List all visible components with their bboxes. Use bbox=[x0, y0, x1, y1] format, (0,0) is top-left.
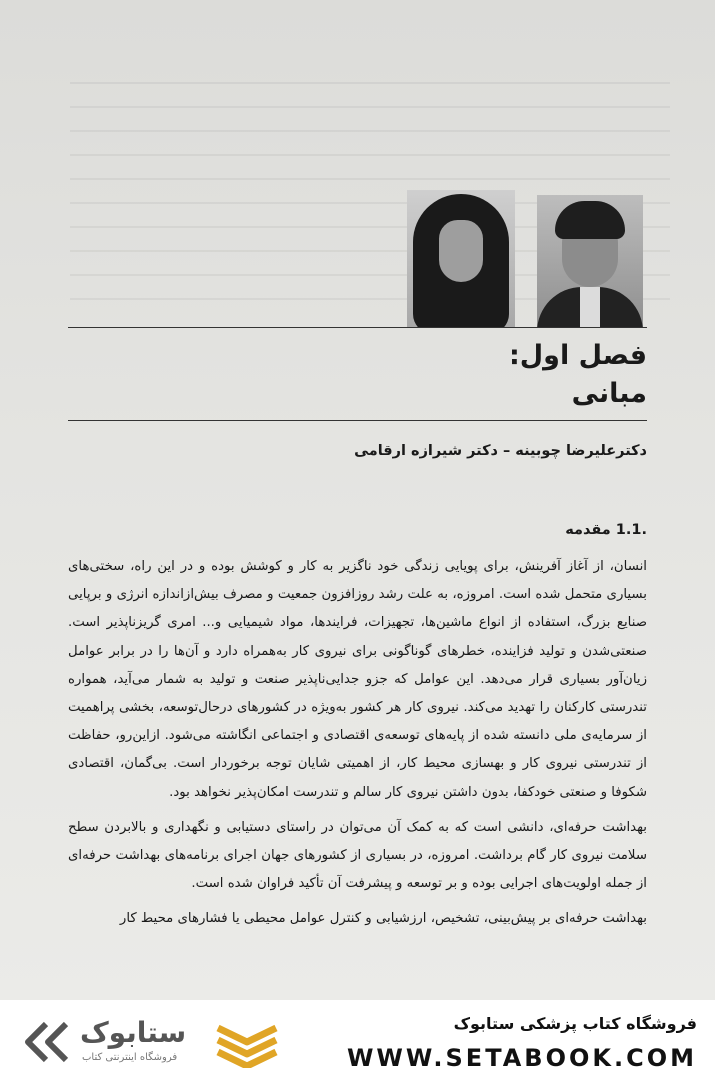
logo-tagline: فروشگاه اینترنتی کتاب bbox=[82, 1052, 178, 1063]
author-photo-male bbox=[537, 195, 643, 327]
shop-name: فروشگاه کتاب پزشکی ستابوک bbox=[453, 1014, 697, 1033]
chapter-subtitle: مبانی bbox=[571, 378, 647, 409]
chapter-authors: دکترعلیرضا چوبینه – دکتر شیرازه ارقامی bbox=[354, 443, 647, 459]
paragraph: بهداشت حرفه‌ای بر پیش‌بینی، تشخیص، ارزشیابی و کنترل عوامل محیطی یا فشارهای محیط کار bbox=[119, 911, 647, 927]
body-text bbox=[68, 553, 647, 941]
chapter-divider-bottom bbox=[68, 420, 647, 421]
chapter-divider-top bbox=[68, 327, 647, 328]
paragraph: انسان، از آغاز آفرینش، برای پویایی زندگی خود ناگزیر به کار و کوشش بوده و در این راه، سختی‌های بسیاری متحمل شده است. امروزه، به علت رشد روزافزون جمعیت و مصرف بیش‌ازاندازه انرژی و برپایی صنایع بزرگ، استفاده از انواع ماشین‌ها، تجهیزات، فرایندها، مواد شیمیایی و... امری گریزناپذیر است. صنعتی‌شدن و تولید فزاینده، خطرهای گوناگونی برای نیروی کار به‌همراه دارد و آن‌ها را در برابر عوامل زیان‌آور بسیاری قرار می‌دهد. این عوامل که جزو جدایی‌ناپذیر صنعت و تولید به شمار می‌آید، همواره تندرستی کارکنان را تهدید می‌کند. نیروی کار هر کشور به‌ویژه در کشورهای درحال‌توسعه، بخشی پراهمیت از سرمایه‌ی ملی دانسته شده از پایه‌های توسعه‌ی اقتصادی و اجتماعی انگاشته می‌شود. ازاین‌رو، حفاظت از تندرستی نیروی کار و بهسازی محیط کار، از اهمیتی شایان توجه برخوردار است. بی‌گمان، اقتصادی شکوفا و صنعتی خودکفا، بدون داشتن نیروی کار سالم و تندرست امکان‌پذیر نخواهد بود. bbox=[68, 559, 647, 800]
author-photo-female bbox=[407, 190, 515, 327]
shop-url-link[interactable]: WWW.SETABOOK.COM bbox=[346, 1044, 697, 1072]
paragraph: بهداشت حرفه‌ای، دانشی است که به کمک آن می‌توان در راستای دستیابی و نگهداری و بالابردن سطح سلامت نیروی کار گام برداشت. امروزه، در بسیاری از کشورهای جهان اجرای برنامه‌های بهداشت حرفه‌ای از جمله اولویت‌های اجرایی بوده و بر توسعه و پیشرفت آن تأکید فراوان شده است. bbox=[68, 819, 647, 892]
logo-wordmark: ستابوک bbox=[80, 1016, 187, 1049]
watermark-footer bbox=[0, 1000, 715, 1080]
setabook-logo[interactable] bbox=[18, 1010, 283, 1072]
chapter-title: فصل اول: bbox=[508, 340, 647, 371]
section-heading: .1.1 مقدمه bbox=[565, 522, 647, 538]
book-stack-icon bbox=[214, 1018, 280, 1068]
double-chevron-icon bbox=[18, 1018, 78, 1068]
